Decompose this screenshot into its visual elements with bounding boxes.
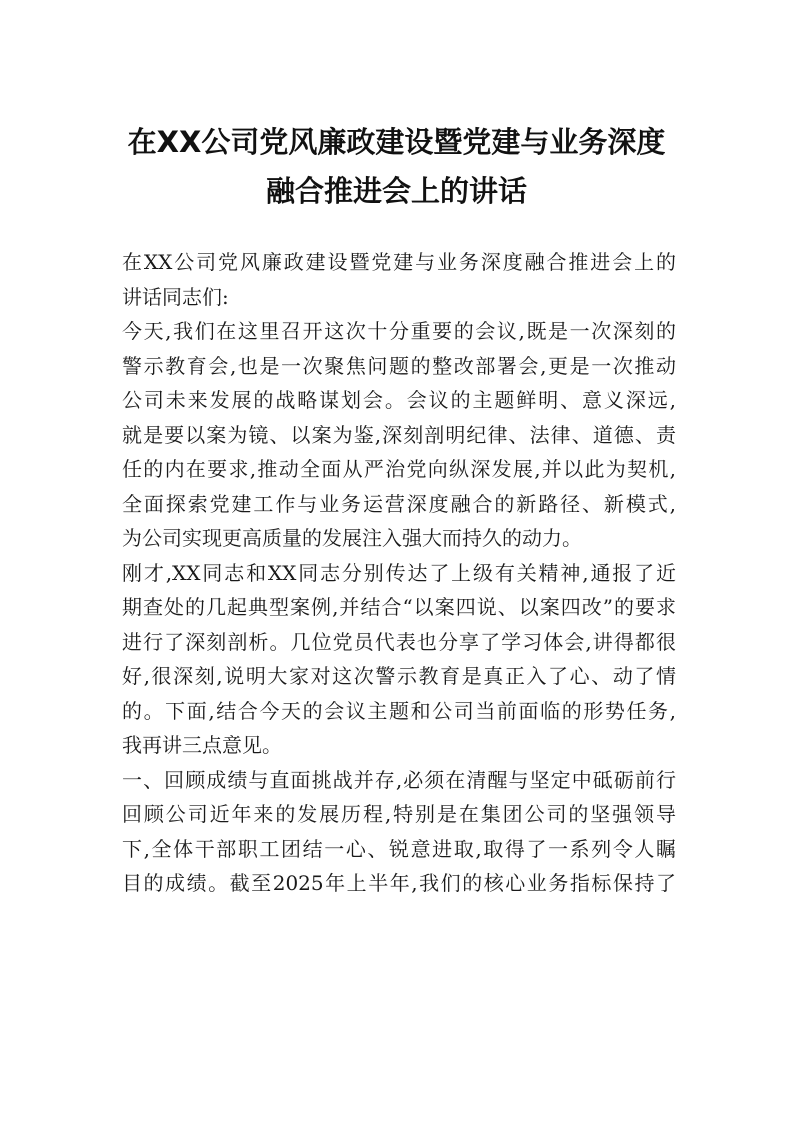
body-line: 好,很深刻,说明大家对这次警示教育是真正入了心、动了情 <box>122 664 676 688</box>
body-line: 的。下面,结合今天的会议主题和公司当前面临的形势任务, <box>122 698 676 723</box>
body-line: 我再讲三点意见。 <box>122 733 282 757</box>
body-line: 下,全体干部职工团结一心、锐意进取,取得了一系列令人瞩 <box>122 836 676 861</box>
body-line: 公司未来发展的战略谋划会。会议的主题鲜明、意义深远, <box>122 388 676 412</box>
body-line: 就是要以案为镜、以案为鉴,深刻剖明纪律、法律、道德、责 <box>122 422 676 447</box>
body-line: 今天,我们在这里召开这次十分重要的会议,既是一次深刻的 <box>122 319 676 343</box>
body-line: 一、回顾成绩与直面挑战并存,必须在清醒与坚定中砥砺前行 <box>122 767 676 792</box>
body-line: 目的成绩。截至2025年上半年,我们的核心业务指标保持了 <box>122 871 676 895</box>
body-line: 讲话同志们: <box>122 284 229 309</box>
body-line: 回顾公司近年来的发展历程,特别是在集团公司的坚强领导 <box>122 802 676 826</box>
body-line: 刚才,XX同志和XX同志分别传达了上级有关精神,通报了近 <box>122 560 676 585</box>
body-line: 警示教育会,也是一次聚焦问题的整改部署会,更是一次推动 <box>122 353 676 378</box>
body-line: 期查处的几起典型案例,并结合“以案四说、以案四改”的要求 <box>122 595 676 619</box>
body-line: 在XX公司党风廉政建设暨党建与业务深度融合推进会上的 <box>122 250 676 274</box>
body-line: 任的内在要求,推动全面从严治党向纵深发展,并以此为契机, <box>122 457 676 481</box>
document-title-line-2: 融合推进会上的讲话 <box>265 174 527 208</box>
body-line: 为公司实现更高质量的发展注入强大而持久的动力。 <box>122 526 582 550</box>
document-title-line-1: 在XX公司党风廉政建设暨党建与业务深度 <box>127 125 666 159</box>
body-line: 进行了深刻剖析。几位党员代表也分享了学习体会,讲得都很 <box>122 629 676 654</box>
document-body <box>122 245 676 901</box>
body-line: 全面探索党建工作与业务运营深度融合的新路径、新模式, <box>122 491 676 516</box>
